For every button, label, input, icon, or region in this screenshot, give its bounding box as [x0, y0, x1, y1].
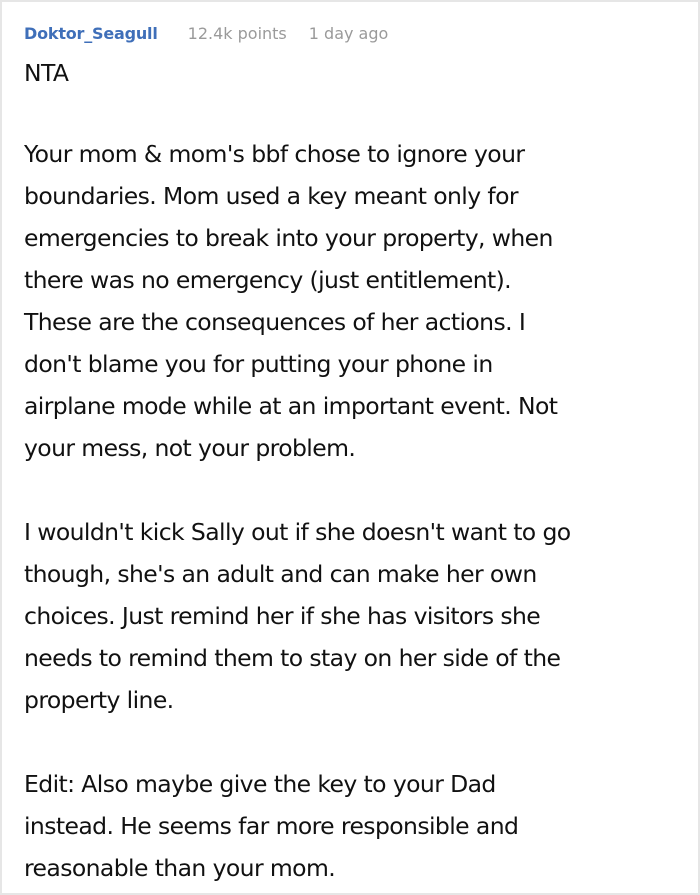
text-line: there was no emergency (just entitlement). — [24, 266, 512, 294]
comment-body — [24, 52, 688, 889]
paragraph-2 — [24, 511, 688, 721]
text-line: airplane mode while at an important event. Not — [24, 392, 558, 420]
paragraph-gap — [24, 721, 688, 763]
username-link[interactable]: Doktor_Seagull — [24, 23, 158, 43]
paragraph-gap — [24, 94, 688, 133]
verdict-text: NTA — [24, 59, 69, 87]
text-line: reasonable than your mom. — [24, 854, 336, 882]
text-line: choices. Just remind her if she has visitors she — [24, 602, 541, 630]
text-line: instead. He seems far more responsible and — [24, 812, 519, 840]
text-line: These are the consequences of her actions. I — [24, 308, 526, 336]
paragraph-gap — [24, 469, 688, 511]
text-line: your mess, not your problem. — [24, 434, 356, 462]
paragraph-1 — [24, 133, 688, 469]
text-line: property line. — [24, 686, 174, 714]
text-line: Your mom & mom's bbf chose to ignore your — [24, 140, 525, 168]
paragraph-3 — [24, 763, 688, 889]
timestamp: 1 day ago — [308, 23, 389, 43]
text-line: I wouldn't kick Sally out if she doesn't want to go — [24, 518, 571, 546]
text-line: boundaries. Mom used a key meant only for — [24, 182, 518, 210]
text-line: don't blame you for putting your phone in — [24, 350, 493, 378]
comment-meta — [24, 20, 388, 46]
text-line: Edit: Also maybe give the key to your Dad — [24, 770, 496, 798]
text-line: though, she's an adult and can make her own — [24, 560, 537, 588]
text-line: needs to remind them to stay on her side of the — [24, 644, 561, 672]
text-line: emergencies to break into your property, when — [24, 224, 553, 252]
points-count: 12.4k points — [187, 23, 287, 43]
